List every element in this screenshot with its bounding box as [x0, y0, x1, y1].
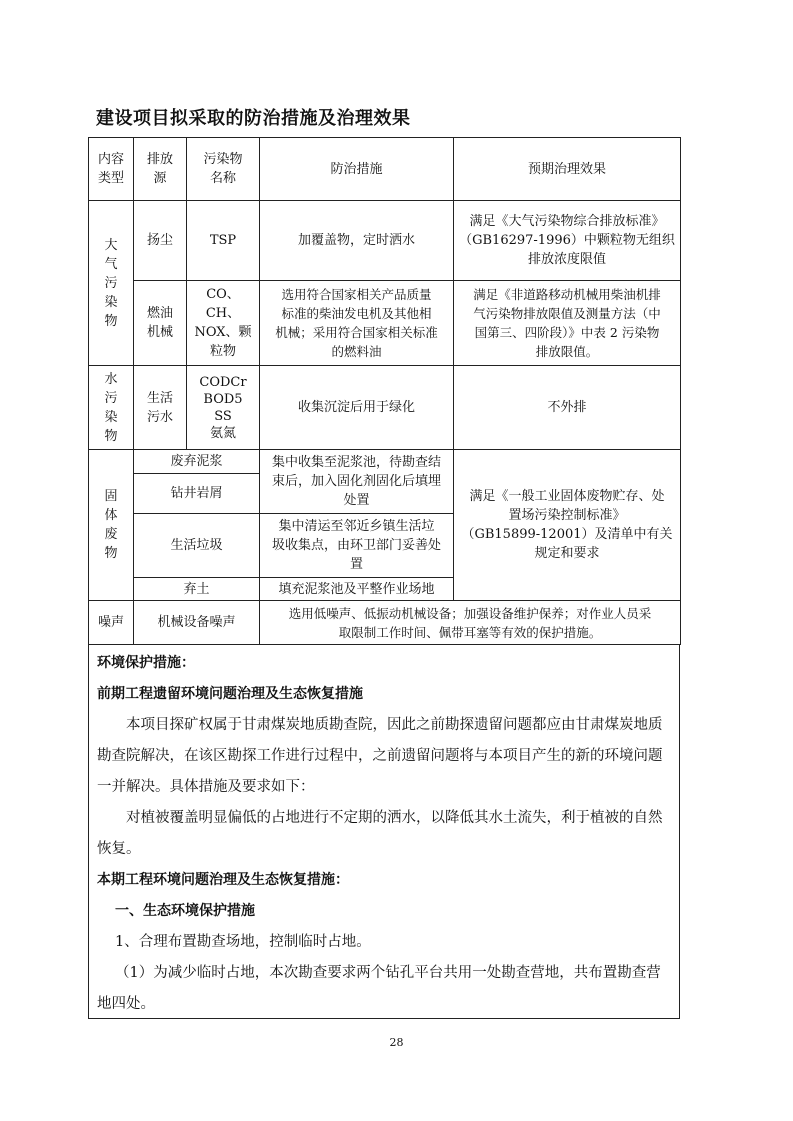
table-row-water: [89, 366, 681, 450]
measures-table: [88, 137, 681, 645]
solid-item-mud: 废弃泥浆: [134, 450, 260, 474]
protection-measures-section: [88, 644, 680, 1019]
table-row-air-fuel: [89, 281, 681, 366]
air-dust-source: 扬尘: [134, 201, 187, 281]
paragraph-vegetation: 对植被覆盖明显偏低的占地进行不定期的洒水，以降低其水土流失，利于植被的自然恢复。: [97, 810, 663, 857]
category-solid: 固 体 废 物: [89, 450, 134, 601]
category-water: 水 污 染 物: [89, 366, 134, 450]
paragraph-camp: （1）为减少临时占地，本次勘查要求两个钻孔平台共用一处勘查营地，共布置勘查营地四处。: [97, 965, 661, 1012]
paragraph-legacy: 本项目探矿权属于甘肃煤炭地质勘查院，因此之前勘探遗留问题都应由甘肃煤炭地质勘查院解决，在该区勘探工作进行过程中，之前遗留问题将与本项目产生的新的环境问题一并解决。具体措施及要求如下：: [97, 717, 663, 795]
heading-ecology: 一、生态环境保护措施: [115, 903, 255, 919]
header-pollutant: 污染物 名称: [187, 138, 260, 201]
table-header-row: [89, 138, 681, 201]
air-dust-measure: 加覆盖物，定时洒水: [260, 201, 454, 281]
solid-measure-garbage: 集中清运至邻近乡镇生活垃 圾收集点，由环卫部门妥善处 置: [260, 514, 454, 578]
header-source: 排放 源: [134, 138, 187, 201]
paragraph-site-layout: 1、合理布置勘查场地，控制临时占地。: [115, 934, 371, 950]
air-dust-pollutant: TSP: [187, 201, 260, 281]
solid-item-garbage: 生活垃圾: [134, 514, 260, 578]
header-effect: 预期治理效果: [454, 138, 681, 201]
table-row-air-dust: [89, 201, 681, 281]
page-number: 28: [389, 1036, 404, 1049]
solid-measure-soil: 填充泥浆池及平整作业场地: [260, 578, 454, 601]
heading-legacy-issues: 前期工程遗留环境问题治理及生态恢复措施: [97, 686, 363, 702]
noise-source: 机械设备噪声: [134, 601, 260, 645]
solid-effect: 满足《一般工业固体废物贮存、处 置场污染控制标准》 （GB15899-12001）及清单中有关 规定和要求: [454, 450, 681, 601]
water-source: 生活 污水: [134, 366, 187, 450]
air-fuel-effect: 满足《非道路移动机械用柴油机排 气污染物排放限值及测量方法（中 国第三、四阶段）》中表 2 污染物 排放限值。: [454, 281, 681, 366]
water-effect: 不外排: [454, 366, 681, 450]
header-measure: 防治措施: [260, 138, 454, 201]
category-noise: 噪声: [89, 601, 134, 645]
heading-current-issues: 本期工程环境问题治理及生态恢复措施：: [97, 872, 349, 888]
heading-env-protection: 环境保护措施：: [97, 655, 195, 671]
category-air: 大 气 污 染 物: [89, 201, 134, 366]
air-fuel-source: 燃油 机械: [134, 281, 187, 366]
table-row-noise: [89, 601, 681, 645]
section-title: 建设项目拟采取的防治措施及治理效果: [96, 108, 411, 129]
solid-item-soil: 弃土: [134, 578, 260, 601]
table-row-solid-mud: [89, 450, 681, 474]
water-measure: 收集沉淀后用于绿化: [260, 366, 454, 450]
solid-measure-mud: 集中收集至泥浆池，待勘查结 束后，加入固化剂固化后填埋 处置: [260, 450, 454, 514]
noise-measure: 选用低噪声、低振动机械设备；加强设备维护保养；对作业人员采 取限制工作时间、佩带耳塞等有效的保护措施。: [260, 601, 681, 645]
solid-item-cuttings: 钻井岩屑: [134, 474, 260, 514]
air-fuel-measure: 选用符合国家相关产品质量 标准的柴油发电机及其他相 机械；采用符合国家相关标准 的燃料油: [260, 281, 454, 366]
header-category: 内容 类型: [89, 138, 134, 201]
air-fuel-pollutant: CO、CH、 NOX、颗 粒物: [187, 281, 260, 366]
water-pollutant: CODCr BOD5 SS 氨氮: [187, 366, 260, 450]
air-dust-effect: 满足《大气污染物综合排放标准》 （GB16297-1996）中颗粒物无组织 排放浓度限值: [454, 201, 681, 281]
